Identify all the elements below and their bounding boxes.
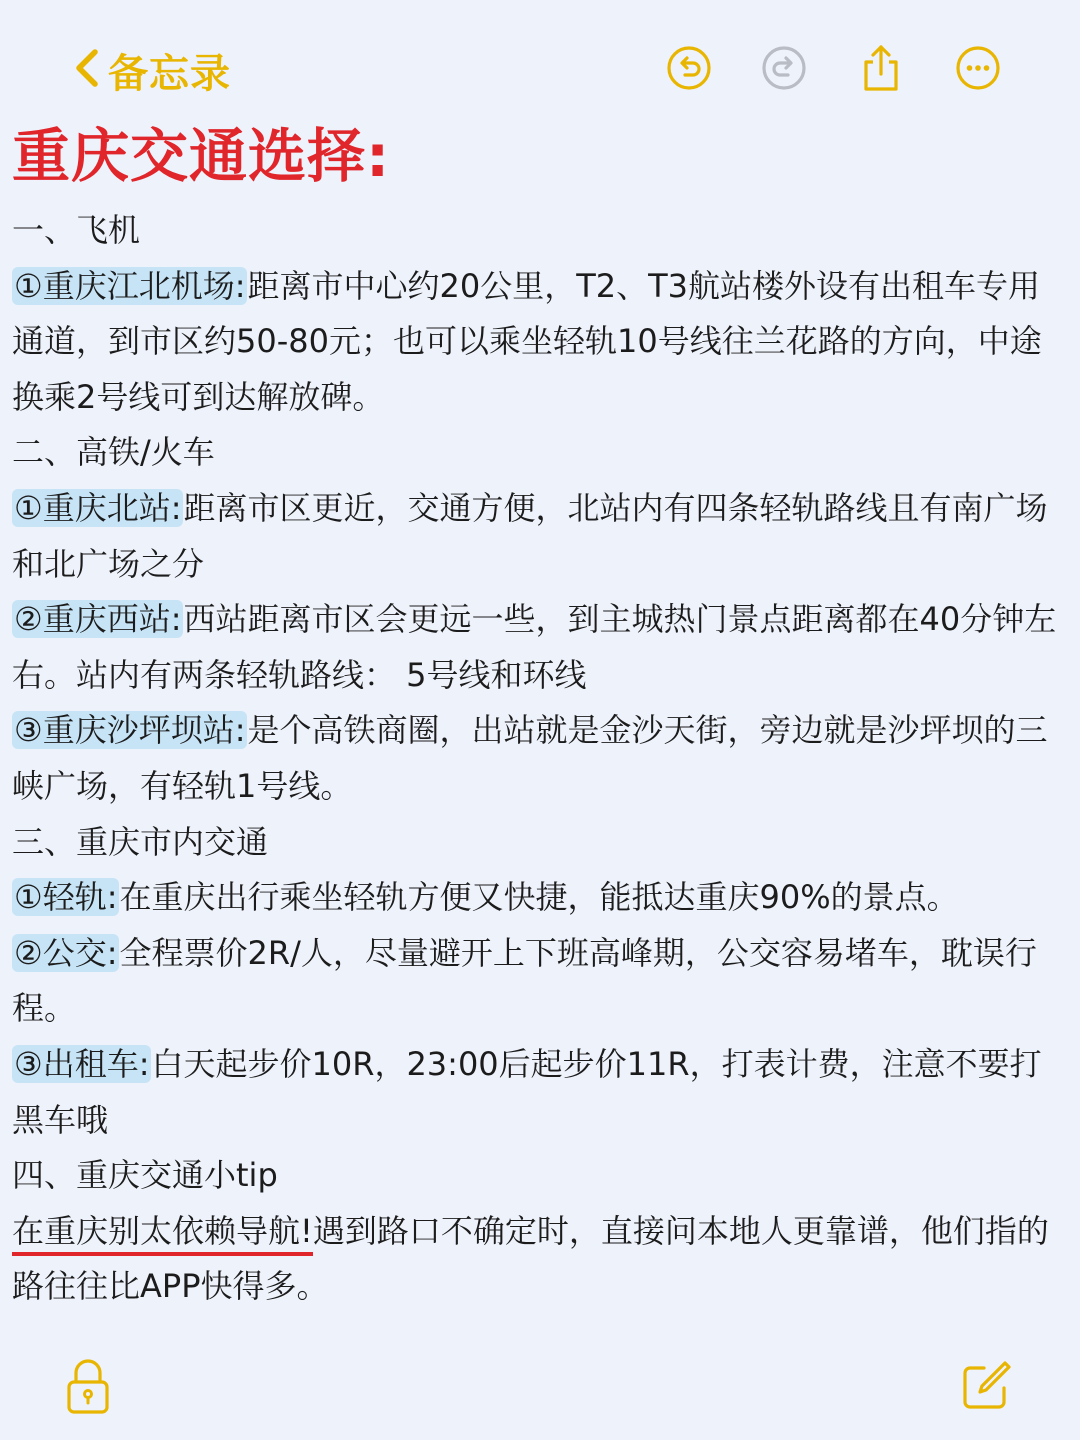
item-taxi <box>12 1037 1062 1148</box>
compose-button[interactable] <box>956 1356 1016 1420</box>
item-text: 距离市区更近，交通方便，北站内有四条轻轨路线且有南广场和北广场之分 <box>12 488 1048 583</box>
item-west-station <box>12 592 1062 703</box>
note-body[interactable] <box>12 203 1062 1315</box>
undo-button[interactable] <box>663 44 715 96</box>
item-tip <box>12 1204 1062 1315</box>
highlight-label: ①重庆江北机场: <box>14 266 246 305</box>
section-heading-city: 三、重庆市内交通 <box>12 822 269 861</box>
highlight-label: ②公交: <box>14 933 118 972</box>
item-text: 在重庆出行乘坐轻轨方便又快捷，能抵达重庆90%的景点。 <box>119 878 959 917</box>
item-jiangbei-airport <box>12 259 1062 426</box>
section-heading-train: 二、高铁/火车 <box>12 433 215 472</box>
item-text: 全程票价2R/人，尽量避开上下班高峰期，公交容易堵车，耽误行程。 <box>12 933 1037 1028</box>
item-text: 西站距离市区会更远一些，到主城热门景点距离都在40分钟左右。站内有两条轻轨路线： 5号线和环线 <box>12 600 1057 694</box>
top-toolbar <box>0 0 1080 120</box>
item-shapingba-station <box>12 703 1062 814</box>
lock-button[interactable] <box>58 1356 118 1420</box>
share-button[interactable] <box>855 44 907 96</box>
item-light-rail <box>12 870 1062 926</box>
highlight-label: ③出租车: <box>14 1044 150 1083</box>
undo-icon <box>666 45 712 95</box>
section-heading-tip: 四、重庆交通小tip <box>12 1156 278 1195</box>
item-bus <box>12 926 1062 1037</box>
more-icon <box>955 45 1001 95</box>
share-icon <box>858 43 904 97</box>
item-text: 遇到路口不确定时，直接问本地人更靠谱，他们指的路往往比APP快得多。 <box>12 1211 1049 1306</box>
more-button[interactable] <box>952 44 1004 96</box>
chevron-left-icon <box>74 48 100 92</box>
highlight-label: ①轻轨: <box>14 878 118 917</box>
note-title: 重庆交通选择: <box>12 122 391 190</box>
underlined-emphasis: 在重庆别太依赖导航! <box>12 1212 313 1256</box>
section-heading-flight: 一、飞机 <box>12 211 141 249</box>
highlight-label: ②重庆西站: <box>14 600 182 639</box>
item-north-station <box>12 481 1062 592</box>
redo-icon <box>761 45 807 95</box>
item-text: 距离市中心约20公里，T2、T3航站楼外设有出租车专用通道，到市区约50-80元；也可以乘坐轻轨10号线往兰花路的方向，中途换乘2号线可到达解放碑。 <box>12 266 1042 416</box>
highlight-label: ③重庆沙坪坝站: <box>14 711 246 750</box>
redo-button[interactable] <box>758 44 810 96</box>
highlight-label: ①重庆北站: <box>14 488 182 527</box>
compose-icon <box>958 1358 1014 1418</box>
lock-icon <box>66 1356 110 1420</box>
item-text: 是个高铁商圈，出站就是金沙天街，旁边就是沙坪坝的三峡广场，有轻轨1号线。 <box>12 711 1048 805</box>
item-text: 白天起步价10R，23:00后起步价11R，打表计费，注意不要打黑车哦 <box>12 1044 1042 1139</box>
back-label: 备忘录 <box>108 50 231 97</box>
back-button[interactable] <box>74 44 231 96</box>
